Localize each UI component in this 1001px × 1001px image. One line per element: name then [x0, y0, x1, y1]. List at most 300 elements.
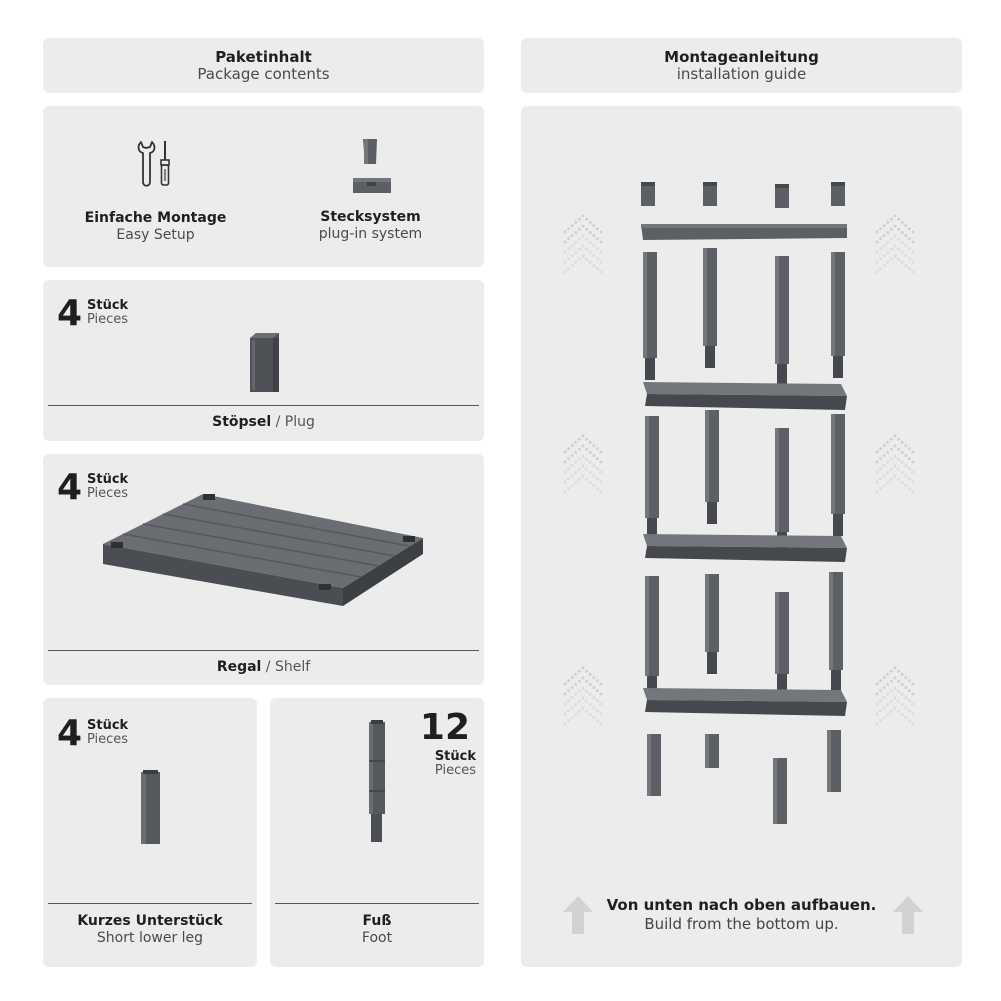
short-lower-leg-highlight	[647, 734, 651, 796]
plug-caption	[43, 414, 484, 430]
chevron-dot	[879, 237, 882, 240]
chevron-dot	[904, 264, 907, 267]
leg-level-2-highlight	[775, 428, 779, 532]
chevron-dot	[901, 703, 904, 706]
shelf-name-en: Shelf	[274, 659, 311, 675]
chevron-dot	[908, 267, 911, 270]
chevron-dot	[589, 251, 592, 254]
chevron-dot	[879, 227, 882, 230]
feature-easy-setup-title: Einfache Montage	[84, 210, 227, 226]
chevron-dot	[879, 257, 882, 260]
chevron-dot	[578, 228, 581, 231]
chevron-dot	[596, 719, 599, 722]
plug-unit-en: Pieces	[87, 312, 129, 327]
shelf-separator: /	[261, 659, 275, 675]
chevron-dot	[564, 251, 567, 254]
chevron-dot	[589, 241, 592, 244]
chevron-dot	[897, 700, 900, 703]
chevron-dot	[596, 267, 599, 270]
chevron-dot	[585, 458, 588, 461]
chevron-dot	[901, 261, 904, 264]
guide-panel	[521, 106, 962, 967]
chevron-dot	[589, 471, 592, 474]
chevron-dot	[883, 234, 886, 237]
chevron-dot	[582, 255, 585, 258]
chevron-dot	[876, 713, 879, 716]
chevron-dot	[589, 261, 592, 264]
chevron-dot	[876, 261, 879, 264]
chevron-dot	[901, 673, 904, 676]
chevron-dot	[904, 686, 907, 689]
chevron-dot	[876, 703, 879, 706]
chevron-dot	[571, 254, 574, 257]
foot-divider	[275, 903, 479, 904]
chevron-dot	[886, 441, 889, 444]
shelf-level-4-edge	[645, 700, 847, 716]
chevron-dot	[894, 225, 897, 228]
chevron-dot	[596, 709, 599, 712]
chevron-dot	[564, 231, 567, 234]
chevron-dot	[564, 683, 567, 686]
chevron-dot	[582, 445, 585, 448]
chevron-dot	[886, 261, 889, 264]
chevron-dot	[589, 683, 592, 686]
guide-footer	[581, 896, 902, 934]
chevron-dot	[567, 689, 570, 692]
chevron-dot	[904, 696, 907, 699]
chevron-dot	[585, 478, 588, 481]
chevron-dot	[883, 474, 886, 477]
chevron-dot	[897, 238, 900, 241]
chevron-dot	[567, 709, 570, 712]
leg-level-3-tip	[831, 670, 841, 692]
leg-level-1-highlight	[831, 252, 835, 356]
chevron-dot	[564, 723, 567, 726]
chevron-dot	[876, 481, 879, 484]
chevron-dot	[901, 471, 904, 474]
chevron-dot	[589, 703, 592, 706]
chevron-dot	[908, 457, 911, 460]
chevron-dot	[571, 676, 574, 679]
chevron-dot	[912, 231, 915, 234]
chevron-dot	[886, 241, 889, 244]
chevron-dot	[908, 477, 911, 480]
chevron-dot	[912, 723, 915, 726]
chevron-dot	[596, 237, 599, 240]
plug-image	[246, 332, 280, 394]
chevron-dot	[571, 706, 574, 709]
chevron-dot	[883, 244, 886, 247]
chevron-dot	[592, 706, 595, 709]
chevron-dot	[890, 670, 893, 673]
chevron-dot	[574, 673, 577, 676]
chevron-dot	[596, 447, 599, 450]
chevron-dot	[894, 697, 897, 700]
top-plug-rim	[775, 184, 789, 188]
chevron-dot	[578, 680, 581, 683]
chevron-dot	[879, 679, 882, 682]
chevron-dot	[886, 451, 889, 454]
chevron-dot	[890, 438, 893, 441]
shelf-image	[103, 492, 425, 612]
chevron-dot	[883, 676, 886, 679]
foot-panel	[270, 698, 484, 967]
chevron-dot	[890, 248, 893, 251]
chevron-dot	[596, 487, 599, 490]
chevron-dot	[596, 247, 599, 250]
leg-level-2-highlight	[705, 410, 709, 502]
chevron-dot	[879, 447, 882, 450]
chevron-dot	[904, 244, 907, 247]
chevron-dot	[571, 474, 574, 477]
chevron-dot	[894, 465, 897, 468]
chevron-dot	[585, 690, 588, 693]
chevron-dot	[582, 215, 585, 218]
chevron-dot	[897, 670, 900, 673]
chevron-dot	[582, 225, 585, 228]
chevron-dot	[894, 255, 897, 258]
chevron-dot	[883, 484, 886, 487]
chevron-dot	[876, 461, 879, 464]
chevron-dot	[567, 227, 570, 230]
chevron-dot	[567, 447, 570, 450]
chevron-dot	[600, 271, 603, 274]
chevron-dot	[901, 451, 904, 454]
chevron-dot	[564, 491, 567, 494]
feature-easy-setup	[63, 210, 248, 244]
chevron-dot	[897, 438, 900, 441]
foot-caption	[270, 913, 484, 947]
chevron-dot	[571, 454, 574, 457]
chevron-dot	[883, 696, 886, 699]
exploded-assembly-diagram	[521, 106, 962, 967]
chevron-dot	[578, 248, 581, 251]
plug-panel	[43, 280, 484, 441]
chevron-dot	[897, 258, 900, 261]
chevron-dot	[894, 215, 897, 218]
leg-level-1-tip	[777, 364, 787, 386]
chevron-dot	[571, 464, 574, 467]
chevron-dot	[567, 467, 570, 470]
chevron-dot	[894, 707, 897, 710]
chevron-dot	[908, 689, 911, 692]
guide-header	[521, 38, 962, 93]
chevron-dot	[901, 231, 904, 234]
chevron-dot	[912, 471, 915, 474]
chevron-dot	[912, 481, 915, 484]
chevron-dot	[901, 481, 904, 484]
chevron-dot	[912, 491, 915, 494]
chevron-dot	[912, 241, 915, 244]
chevron-dot	[574, 461, 577, 464]
leg-level-2-tip	[707, 502, 717, 524]
chevron-dot	[600, 451, 603, 454]
chevron-dot	[578, 448, 581, 451]
chevron-dot	[901, 251, 904, 254]
chevron-dot	[600, 491, 603, 494]
chevron-dot	[879, 719, 882, 722]
chevron-dot	[894, 475, 897, 478]
chevron-dot	[886, 231, 889, 234]
chevron-dot	[879, 267, 882, 270]
chevron-dot	[879, 487, 882, 490]
chevron-dot	[890, 228, 893, 231]
chevron-dot	[585, 228, 588, 231]
chevron-dot	[571, 244, 574, 247]
short-leg-unit-de: Stück	[87, 718, 129, 733]
chevron-dot	[886, 221, 889, 224]
chevron-dot	[574, 693, 577, 696]
chevron-dot	[890, 458, 893, 461]
chevron-dot	[886, 461, 889, 464]
chevron-dot	[582, 455, 585, 458]
chevron-dot	[567, 699, 570, 702]
chevron-dot	[912, 693, 915, 696]
feature-plug-in	[278, 209, 463, 243]
foot-unit-de: Stück	[434, 749, 476, 764]
leg-level-3-highlight	[645, 576, 649, 676]
shelf-level-4	[643, 688, 847, 702]
chevron-dot	[879, 689, 882, 692]
chevron-dot	[585, 700, 588, 703]
chevron-dot	[571, 224, 574, 227]
chevron-dot	[912, 251, 915, 254]
chevron-dot	[876, 693, 879, 696]
chevron-dot	[585, 258, 588, 261]
shelf-level-3	[643, 534, 847, 548]
chevron-dot	[897, 448, 900, 451]
chevron-dot	[894, 245, 897, 248]
chevron-dot	[567, 267, 570, 270]
chevron-dot	[901, 713, 904, 716]
chevron-dot	[897, 710, 900, 713]
chevron-dot	[564, 481, 567, 484]
chevron-dot	[567, 679, 570, 682]
chevron-dot	[904, 484, 907, 487]
chevron-dot	[567, 237, 570, 240]
chevron-dot	[908, 679, 911, 682]
chevron-dot	[890, 690, 893, 693]
chevron-dot	[883, 224, 886, 227]
chevron-dot	[574, 231, 577, 234]
short-leg-name-de: Kurzes Unterstück	[77, 913, 223, 929]
chevron-dot	[876, 723, 879, 726]
plug-count: 4	[57, 293, 83, 334]
chevron-dot	[883, 464, 886, 467]
chevron-dot	[879, 247, 882, 250]
chevron-dot	[883, 454, 886, 457]
chevron-dot	[876, 683, 879, 686]
chevron-dot	[574, 261, 577, 264]
chevron-dot	[912, 261, 915, 264]
chevron-dot	[578, 710, 581, 713]
chevron-dot	[890, 238, 893, 241]
chevron-dot	[894, 687, 897, 690]
chevron-dot	[600, 703, 603, 706]
chevron-dot	[589, 441, 592, 444]
chevron-dot	[589, 231, 592, 234]
chevron-dot	[883, 686, 886, 689]
chevron-dot	[571, 696, 574, 699]
chevron-dot	[600, 261, 603, 264]
chevron-dot	[578, 218, 581, 221]
chevron-dot	[897, 680, 900, 683]
chevron-dot	[897, 228, 900, 231]
chevron-dot	[908, 247, 911, 250]
chevron-dot	[589, 693, 592, 696]
chevron-dot	[897, 458, 900, 461]
leg-level-3-highlight	[775, 592, 779, 674]
chevron-dot	[904, 454, 907, 457]
chevron-dot	[582, 235, 585, 238]
chevron-dot	[582, 707, 585, 710]
leg-level-1-highlight	[643, 252, 647, 358]
chevron-dot	[564, 271, 567, 274]
short-leg-count: 4	[57, 713, 83, 754]
chevron-dot	[578, 478, 581, 481]
chevron-dot	[876, 491, 879, 494]
chevron-dot	[883, 444, 886, 447]
chevron-dot	[876, 271, 879, 274]
chevron-dot	[908, 699, 911, 702]
chevron-dot	[883, 264, 886, 267]
chevron-dot	[585, 218, 588, 221]
chevron-dot	[879, 467, 882, 470]
chevron-dot	[886, 481, 889, 484]
shelf-caption	[43, 659, 484, 675]
chevron-dot	[894, 455, 897, 458]
chevron-dot	[894, 667, 897, 670]
foot-name-en: Foot	[361, 930, 393, 946]
chevron-dot	[886, 693, 889, 696]
chevron-dot	[596, 689, 599, 692]
chevron-dot	[908, 237, 911, 240]
chevron-dot	[904, 474, 907, 477]
leg-level-2-highlight	[831, 414, 835, 514]
chevron-dot	[574, 441, 577, 444]
chevron-dot	[571, 686, 574, 689]
chevron-dot	[908, 487, 911, 490]
foot-image	[367, 720, 387, 844]
chevron-dot	[600, 241, 603, 244]
chevron-dot	[886, 673, 889, 676]
foot-count: 12	[419, 707, 470, 748]
contents-subtitle: Package contents	[197, 64, 330, 83]
chevron-dot	[890, 680, 893, 683]
chevron-dot	[592, 686, 595, 689]
leg-level-2-tip	[833, 514, 843, 536]
chevron-dot	[592, 716, 595, 719]
feature-plug-in-title: Stecksystem	[320, 209, 421, 225]
chevron-dot	[574, 221, 577, 224]
chevron-dot	[585, 468, 588, 471]
chevron-dot	[897, 478, 900, 481]
chevron-dot	[574, 713, 577, 716]
chevron-dot	[564, 703, 567, 706]
chevron-dot	[879, 699, 882, 702]
shelf-divider	[48, 650, 479, 651]
top-plug-rim	[641, 182, 655, 186]
chevron-dot	[876, 471, 879, 474]
plug-name-de: Stöpsel	[212, 414, 272, 430]
chevron-dot	[904, 716, 907, 719]
chevron-dot	[589, 673, 592, 676]
chevron-dot	[904, 254, 907, 257]
chevron-dot	[894, 235, 897, 238]
chevron-dot	[574, 251, 577, 254]
chevron-dot	[876, 451, 879, 454]
short-leg-divider	[48, 903, 252, 904]
chevron-dot	[904, 234, 907, 237]
chevron-dot	[564, 471, 567, 474]
chevron-dot	[578, 700, 581, 703]
chevron-dot	[600, 251, 603, 254]
shelf-count: 4	[57, 467, 83, 508]
feature-easy-setup-subtitle: Easy Setup	[116, 227, 195, 243]
tools-icon	[135, 138, 175, 190]
plug-separator: /	[271, 414, 285, 430]
chevron-dot	[585, 670, 588, 673]
chevron-dot	[571, 264, 574, 267]
chevron-dot	[886, 683, 889, 686]
chevron-dot	[897, 218, 900, 221]
chevron-dot	[600, 693, 603, 696]
chevron-dot	[897, 248, 900, 251]
chevron-dot	[582, 475, 585, 478]
chevron-dot	[564, 461, 567, 464]
chevron-dot	[897, 468, 900, 471]
chevron-dot	[592, 484, 595, 487]
short-lower-leg-highlight	[827, 730, 831, 792]
chevron-decoration-icon	[564, 215, 603, 274]
chevron-dot	[904, 706, 907, 709]
short-leg-panel	[43, 698, 257, 967]
chevron-dot	[890, 448, 893, 451]
top-plug-rim	[831, 182, 845, 186]
chevron-dot	[912, 703, 915, 706]
plug-in-icon	[352, 138, 394, 196]
chevron-dot	[596, 457, 599, 460]
chevron-dot	[883, 254, 886, 257]
chevron-dot	[890, 468, 893, 471]
contents-header	[43, 38, 484, 93]
features-panel	[43, 106, 484, 267]
chevron-dot	[596, 467, 599, 470]
chevron-dot	[592, 444, 595, 447]
chevron-dot	[567, 257, 570, 260]
chevron-dot	[904, 676, 907, 679]
chevron-dot	[578, 438, 581, 441]
shelf-level-2	[643, 382, 847, 396]
chevron-dot	[582, 697, 585, 700]
chevron-dot	[564, 713, 567, 716]
chevron-dot	[883, 716, 886, 719]
chevron-dot	[894, 445, 897, 448]
chevron-dot	[571, 234, 574, 237]
shelf-unit-en: Pieces	[87, 486, 129, 501]
chevron-dot	[592, 264, 595, 267]
chevron-dot	[600, 461, 603, 464]
chevron-dot	[908, 467, 911, 470]
chevron-dot	[600, 723, 603, 726]
chevron-dot	[908, 709, 911, 712]
chevron-dot	[571, 484, 574, 487]
chevron-dot	[886, 713, 889, 716]
chevron-dot	[592, 254, 595, 257]
chevron-dot	[582, 245, 585, 248]
chevron-dot	[908, 257, 911, 260]
chevron-dot	[901, 693, 904, 696]
